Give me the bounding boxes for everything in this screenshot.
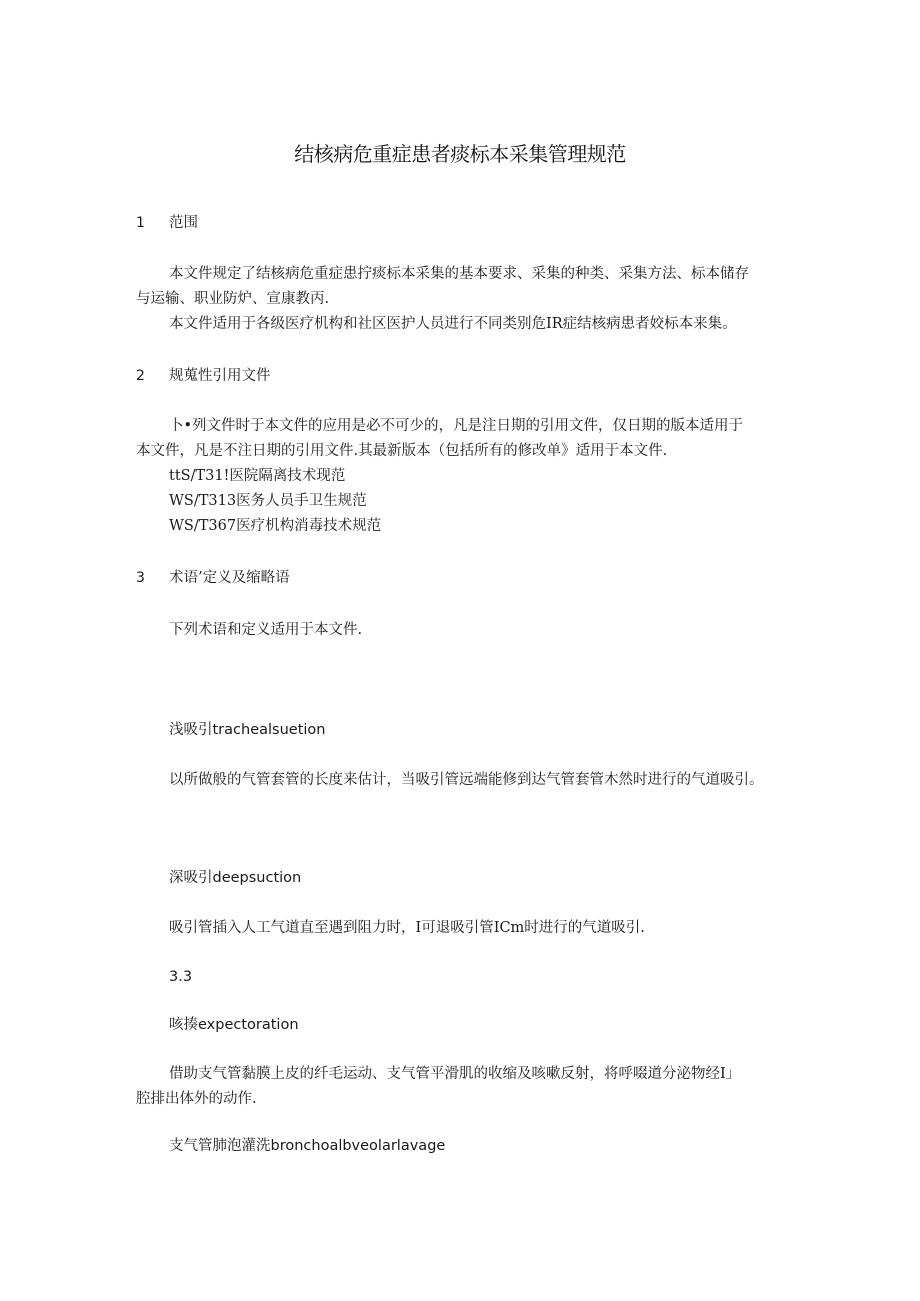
section-3-number: 3 — [136, 570, 145, 586]
section-1-heading: 范围 — [169, 215, 198, 231]
definition-expectoration-line1: 借助支气管黏膜上皮的纤毛运动、支气管平滑肌的收缩及咳嗽反射，将呼啜道分泌物经I」 — [169, 1066, 741, 1082]
section-1-number: 1 — [136, 215, 145, 231]
document-title: 结核病危重症患者痰标本采集管理规范 — [294, 142, 626, 166]
section-1-para1-line1: 本文件规定了结核病危重症患拧痰标本采集的基本要求、采集的种类、采集方法、标本储存 — [169, 266, 749, 282]
section-2-para-line2: 本文件，凡是不注日期的引用文件.其最新版本（包括所有的修改单》适用于本文件. — [136, 443, 668, 459]
term-shallow-suction: 浅吸引trachealsuetion — [169, 722, 326, 738]
term-expectoration: 咳揍expectoration — [169, 1017, 299, 1033]
reference-item: WS/T367医疗机构消毒技术规范 — [169, 518, 382, 534]
definition-deep-suction: 吸引管插入人工气道直至遇到阻力时，I可退吸引管ICm时进行的气道吸引. — [169, 920, 645, 936]
section-3-heading: 术语’定义及缩略语 — [169, 570, 290, 586]
reference-item: ttS/T31!医院隔离技术现范 — [169, 468, 346, 484]
section-3-intro: 下列术语和定义适用于本文件. — [169, 622, 363, 638]
reference-item: WS/T313医务人员手卫生规范 — [169, 493, 367, 509]
section-1-para2: 本文件适用于各级医疗机构和社区医护人员进行不同类别危IR症结核病患者姣标本来集。 — [169, 316, 737, 332]
definition-shallow-suction: 以所做般的气管套管的长度来估计，当吸引管远端能修到达气管套管木然时进行的气道吸引。 — [169, 772, 764, 788]
term-deep-suction: 深吸引deepsuction — [169, 870, 302, 886]
section-1-para1-line2: 与运输、职业防炉、宣康教丙. — [136, 291, 330, 307]
clause-number: 3.3 — [169, 969, 193, 985]
term-bronchoalveolar-lavage: 支气管肺泡灌洗bronchoalbveolarlavage — [169, 1138, 446, 1154]
section-2-para-line1: 卜•列文件时于本文件的应用是必不可少的，凡是注日期的引用文件，仅日期的版本适用于 — [169, 418, 744, 434]
definition-expectoration-line2: 腔排出体外的动作. — [136, 1091, 257, 1107]
section-2-number: 2 — [136, 368, 145, 384]
section-2-heading: 规蒐性引用文件 — [169, 368, 271, 384]
